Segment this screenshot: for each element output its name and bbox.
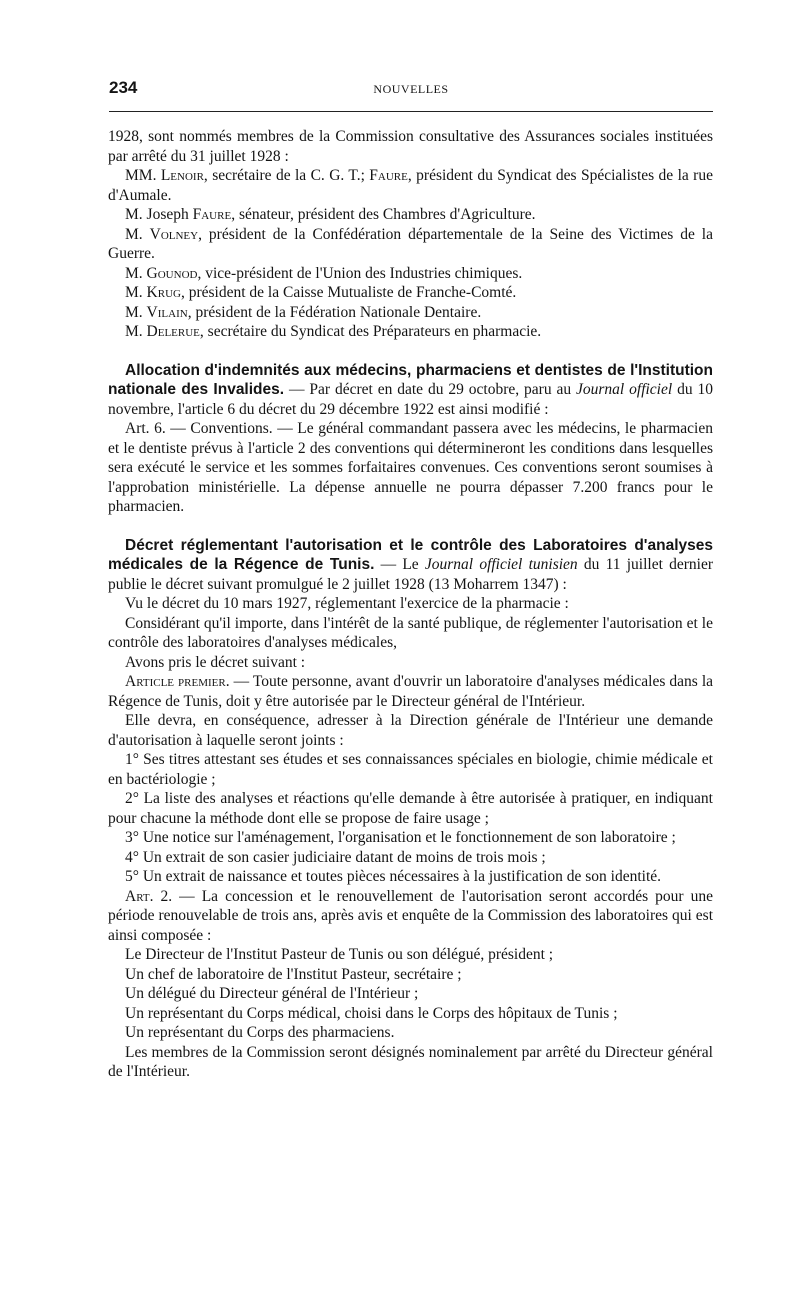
commission-member: M. Krug, président de la Caisse Mutualiste de Franche-Comté.	[125, 284, 517, 301]
composition-item: Un représentant du Corps des pharmaciens.	[125, 1024, 395, 1041]
page-header	[109, 78, 713, 104]
composition-item: Un délégué du Directeur général de l'Intérieur ;	[125, 985, 419, 1002]
decret-paragraph: Décret réglementant l'autorisation et le contrôle des Laboratoires d'analyses médicales de la Régence de Tunis. — Le Journal officiel tunisien du 11 juillet dernier publie le décret suivant promulgué le 2 juillet 1928 (13 Moharrem 1347) :	[108, 536, 713, 593]
decret-vu: Vu le décret du 10 mars 1927, réglementant l'exercice de la pharmacie :	[125, 595, 569, 612]
decret-article-2: Art. 2. — La concession et le renouvellement de l'autorisation seront accordés pour une période renouvelable de trois ans, après avis et enquête de la Commission des laboratoires qui est ainsi composée :	[108, 887, 713, 944]
composition-item: Un chef de laboratoire de l'Institut Pasteur, secrétaire ;	[125, 965, 462, 983]
decret-article-1: Article premier. — Toute personne, avant d'ouvrir un laboratoire d'analyses médicales dans la Régence de Tunis, doit y être autorisée par le Directeur général de l'Intérieur.	[108, 673, 714, 710]
page-number: 234	[109, 78, 138, 97]
decret-heading: Décret réglementant l'autorisation et le contrôle des Laboratoires d'analyses médicales de la Régence de Tunis.	[108, 536, 713, 573]
commission-member: M. Volney, président de la Confédération départementale de la Seine des Victimes de la Guerre.	[108, 225, 713, 262]
running-title: NOUVELLES	[373, 82, 449, 96]
decret-item: 3° Une notice sur l'aménagement, l'organisation et le fonctionnement de son laboratoire ;	[125, 829, 676, 846]
page-body	[108, 127, 713, 1082]
decret-considerant: Considérant qu'il importe, dans l'intérêt de la santé publique, de réglementer l'autorisation et le contrôle des laboratoires d'analyses médicales,	[108, 614, 713, 651]
decret-item: 4° Un extrait de son casier judiciaire datant de moins de trois mois ;	[125, 848, 546, 866]
commission-member: M. Vilain, président de la Fédération Nationale Dentaire.	[125, 303, 482, 321]
commission-member: M. Delerue, secrétaire du Syndicat des Préparateurs en pharmacie.	[125, 323, 542, 340]
decret-item: 2° La liste des analyses et réactions qu'elle demande à être autorisée à pratiquer, en indiquant pour chacune la méthode dont elle se propose de faire usage ;	[108, 790, 713, 827]
decret-item: 5° Un extrait de naissance et toutes pièces nécessaires à la justification de son identité.	[125, 868, 662, 885]
composition-item: Les membres de la Commission seront désignés nominalement par arrêté du Directeur général de l'Intérieur.	[108, 1043, 713, 1080]
composition-item: Un représentant du Corps médical, choisi dans le Corps des hôpitaux de Tunis ;	[125, 1004, 618, 1022]
decret-demande: Elle devra, en conséquence, adresser à la Direction générale de l'Intérieur une demande d'autorisation à laquelle seront joints :	[108, 712, 713, 749]
header-rule	[109, 111, 713, 112]
decret-item: 1° Ses titres attestant ses études et ses connaissances spéciales en biologie, chimie médicale et en bactériologie ;	[108, 751, 713, 788]
allocation-heading: Allocation d'indemnités aux médecins, pharmaciens et dentistes de l'Institution nationale des Invalides.	[108, 361, 713, 398]
composition-item: Le Directeur de l'Institut Pasteur de Tunis ou son délégué, président ;	[125, 946, 554, 963]
decret-avons: Avons pris le décret suivant :	[125, 653, 306, 671]
commission-member: MM. Lenoir, secrétaire de la C. G. T.; Faure, président du Syndicat des Spécialistes de la rue d'Aumale.	[108, 167, 713, 204]
commission-intro: 1928, sont nommés membres de la Commission consultative des Assurances sociales instituées par arrêté du 31 juillet 1928 :	[108, 128, 713, 165]
commission-member: M. Joseph Faure, sénateur, président des Chambres d'Agriculture.	[125, 206, 536, 223]
allocation-article: Art. 6. — Conventions. — Le général commandant passera avec les médecins, le pharmacien et le dentiste prévus à l'article 2 des conventions qui détermineront les conditions dans lesquelles sera exécuté le service et les sommes forfaitaires convenues. Ces conventions seront soumises à l'approbation ministérielle. La dépense annuelle ne pourra dépasser 7.200 francs pour le pharmacien.	[108, 420, 713, 515]
allocation-paragraph: Allocation d'indemnités aux médecins, pharmaciens et dentistes de l'Institution nationale des Invalides. — Par décret en date du 29 octobre, paru au Journal officiel du 10 novembre, l'article 6 du décret du 29 décembre 1922 est ainsi modifié :	[108, 361, 713, 418]
commission-member: M. Gounod, vice-président de l'Union des Industries chimiques.	[125, 264, 523, 282]
